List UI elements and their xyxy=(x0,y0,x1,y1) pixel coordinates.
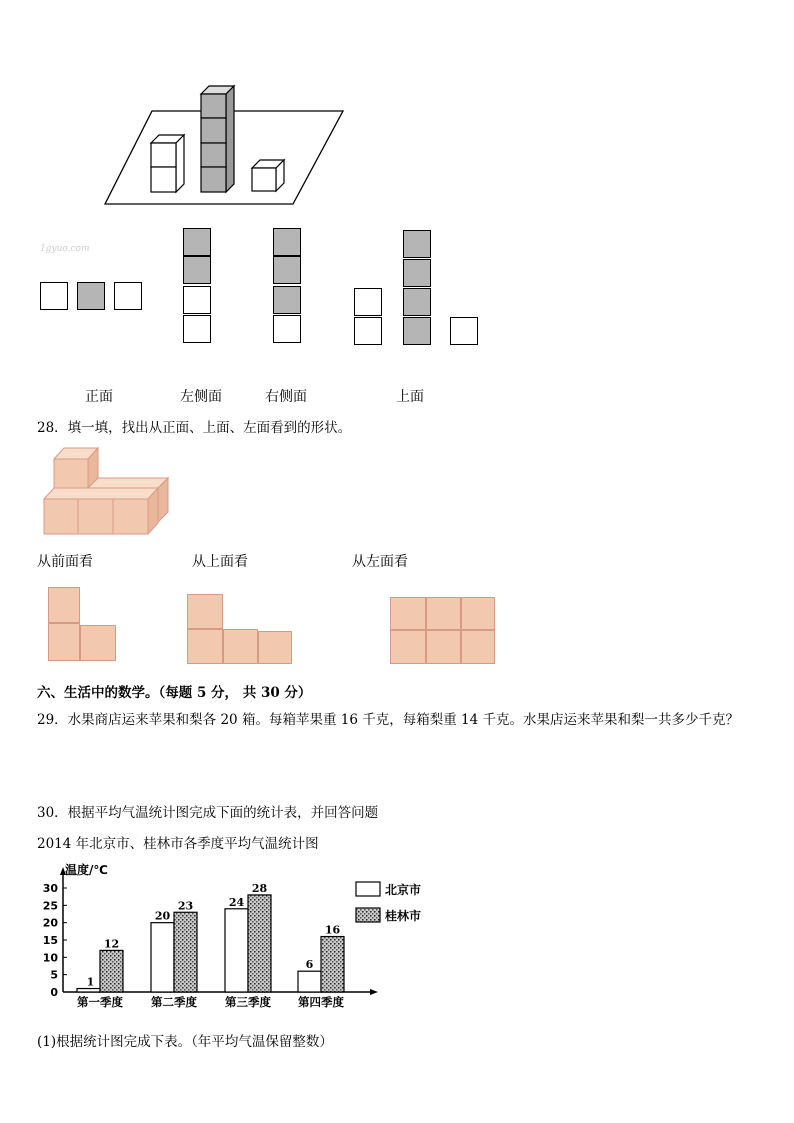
x-axis-arrow xyxy=(370,989,378,995)
data-label: 23 xyxy=(177,899,194,913)
view-label-left: 左侧面 xyxy=(180,389,222,405)
watermark: 1gyuo.com xyxy=(40,244,90,254)
q28-text: 28．填一填，找出从正面、上面、左面看到的形状。 xyxy=(37,420,352,436)
q30-sub1: (1)根据统计图完成下表。（年平均气温保留整数） xyxy=(37,1034,333,1050)
data-label: 28 xyxy=(251,881,268,895)
y-tick-label: 30 xyxy=(42,882,58,895)
y-tick-label: 15 xyxy=(42,934,58,947)
bar-beijing xyxy=(77,989,100,992)
view-label-front: 正面 xyxy=(85,389,113,405)
bar-beijing xyxy=(225,909,248,992)
view-label-right: 右侧面 xyxy=(265,389,307,405)
data-label: 16 xyxy=(324,923,341,937)
q28-label-left: 从左面看 xyxy=(352,554,408,570)
bar-beijing xyxy=(151,923,174,992)
q30-text: 30．根据平均气温统计图完成下面的统计表，并回答问题 xyxy=(37,805,379,821)
category-label: 第三季度 xyxy=(225,995,271,1009)
y-axis-label: 温度/℃ xyxy=(65,863,108,877)
bar-guilin xyxy=(100,950,123,992)
data-label: 1 xyxy=(86,975,95,989)
data-label: 12 xyxy=(103,937,120,951)
cube-stack-figure xyxy=(100,80,350,210)
category-label: 第一季度 xyxy=(77,995,123,1009)
bar-guilin xyxy=(248,895,271,992)
y-tick-label: 5 xyxy=(50,968,58,982)
data-label: 6 xyxy=(305,958,314,972)
q29-text: 29．水果商店运来苹果和梨各 20 箱。每箱苹果重 16 千克，每箱梨重 14 千克。水果店运来苹果和梨一共多少千克？ xyxy=(37,712,739,728)
legend-label: 北京市 xyxy=(385,883,422,897)
legend-swatch xyxy=(356,882,380,896)
data-label: 24 xyxy=(228,895,245,909)
view-label-top: 上面 xyxy=(396,389,424,405)
section6-title: 六、生活中的数学。（每题 5 分， 共 30 分） xyxy=(37,685,312,701)
q28-label-front: 从前面看 xyxy=(37,554,93,570)
bar-guilin xyxy=(321,937,344,992)
q28-label-top: 从上面看 xyxy=(192,554,248,570)
data-label: 20 xyxy=(154,909,171,923)
temperature-bar-chart xyxy=(30,855,440,1020)
q28-cube-figure xyxy=(40,442,175,537)
bar-guilin xyxy=(174,912,197,992)
y-tick-label: 20 xyxy=(42,916,58,930)
chart-title: 2014 年北京市、桂林市各季度平均气温统计图 xyxy=(37,836,319,852)
y-tick-label: 25 xyxy=(42,899,58,913)
y-tick-label: 0 xyxy=(50,986,58,999)
legend-label: 桂林市 xyxy=(385,909,422,923)
legend-swatch xyxy=(356,908,380,922)
category-label: 第二季度 xyxy=(151,995,197,1009)
y-tick-label: 10 xyxy=(42,951,58,965)
category-label: 第四季度 xyxy=(298,995,344,1009)
bar-beijing xyxy=(298,971,321,992)
